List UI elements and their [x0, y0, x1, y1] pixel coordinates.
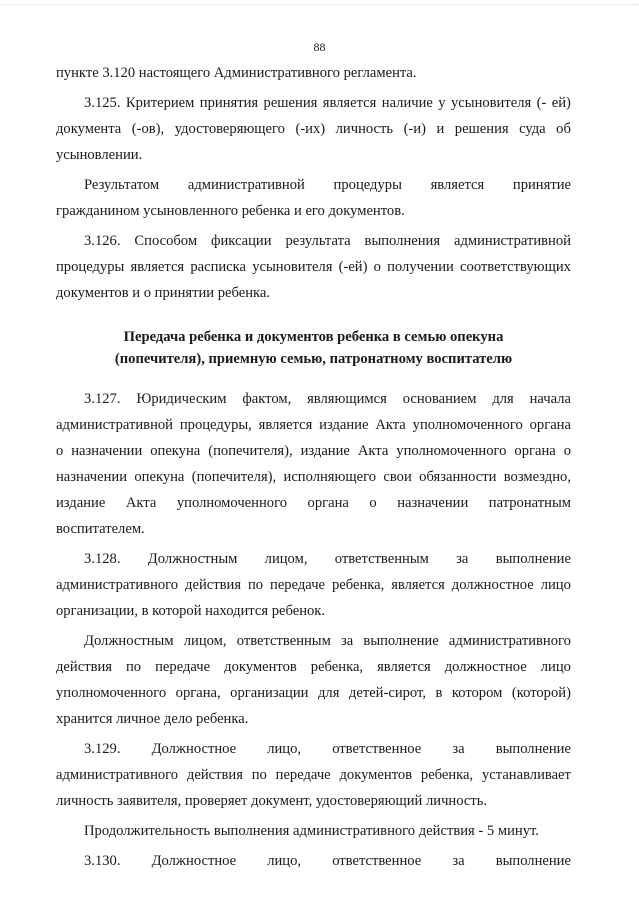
- text-line: 3.130. Должностное лицо, ответственное за выполнение: [84, 853, 571, 869]
- text-line: хранится личное дело ребенка.: [56, 711, 249, 727]
- paragraph: [56, 172, 571, 224]
- text-line: процедуры является расписка усыновителя (-ей) о получении соответствующих: [56, 259, 571, 275]
- text-line: Результатом административной процедуры является принятие: [84, 177, 571, 193]
- text-line: 3.127. Юридическим фактом, являющимся основанием для начала: [84, 391, 571, 407]
- paragraph: [56, 848, 571, 874]
- paragraph: [56, 546, 571, 624]
- text-line: административного действия по передаче ребенка, является должностное лицо: [56, 577, 571, 593]
- text-line: документа (-ов), удостоверяющего (-их) личность (-и) и решения суда об: [56, 121, 571, 137]
- text-line: пункте 3.120 настоящего Административного регламента.: [56, 65, 417, 81]
- text-line: назначении опекуна (попечителя), исполняющего свои обязанности возмездно,: [56, 469, 571, 485]
- page-number: 88: [313, 40, 326, 54]
- text-line: уполномоченного органа, организации для детей-сирот, в котором (которой): [56, 685, 571, 701]
- document-body: [56, 60, 571, 874]
- paragraph: [56, 228, 571, 306]
- text-line: действия по передаче документов ребенка, является должностное лицо: [56, 659, 571, 675]
- paragraph: [56, 90, 571, 168]
- text-line: Должностным лицом, ответственным за выполнение административного: [84, 633, 571, 649]
- text-line: 3.128. Должностным лицом, ответственным за выполнение: [84, 551, 571, 567]
- text-line: документов и о принятии ребенка.: [56, 285, 271, 301]
- text-line: личность заявителя, проверяет документ, удостоверяющий личность.: [56, 793, 488, 809]
- paragraphs-before-heading: [56, 60, 571, 306]
- paragraph: [56, 818, 571, 844]
- text-line: воспитателем.: [56, 521, 145, 537]
- section-heading-line-2: (попечителя), приемную семью, патронатному воспитателю: [114, 351, 513, 367]
- text-line: издание Акта уполномоченного органа о назначении патронатным: [56, 495, 571, 511]
- paragraphs-after-heading: [56, 386, 571, 874]
- text-line: Продолжительность выполнения административного действия - 5 минут.: [84, 823, 539, 839]
- scan-edge-rule: [0, 4, 639, 6]
- text-line: усыновлении.: [56, 147, 143, 163]
- text-line: административного действия по передаче документов ребенка, устанавливает: [56, 767, 571, 783]
- text-line: 3.125. Критерием принятия решения является наличие у усыновителя (- ей): [84, 95, 571, 111]
- text-line: 3.129. Должностное лицо, ответственное за выполнение: [84, 741, 571, 757]
- text-line: гражданином усыновленного ребенка и его документов.: [56, 203, 405, 219]
- text-line: организации, в которой находится ребенок.: [56, 603, 326, 619]
- section-heading: [56, 326, 571, 370]
- text-line: 3.126. Способом фиксации результата выполнения административной: [84, 233, 571, 249]
- paragraph: [56, 736, 571, 814]
- text-line: о назначении опекуна (попечителя), издание Акта уполномоченного органа о: [56, 443, 571, 459]
- paragraph: [56, 386, 571, 542]
- section-heading-line-1: Передача ребенка и документов ребенка в семью опекуна: [123, 329, 504, 345]
- paragraph: [56, 60, 571, 86]
- paragraph: [56, 628, 571, 732]
- text-line: административной процедуры, является издание Акта уполномоченного органа: [56, 417, 571, 433]
